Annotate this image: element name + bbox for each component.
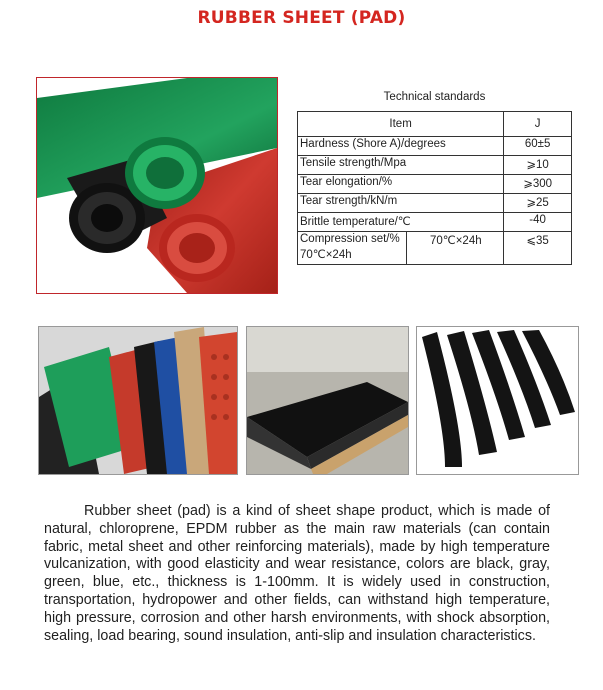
black-slab-photo xyxy=(246,326,409,475)
compression-label: Compression set/% xyxy=(300,233,400,245)
tech-standards-table xyxy=(297,111,572,265)
row-value: 60±5 xyxy=(504,137,572,156)
compression-divider xyxy=(406,231,407,265)
description-text: Rubber sheet (pad) is a kind of sheet shape product, which is made of natural, chloroprene, EPDM rubber as the main raw materials (can contain fabric, metal sheet and other reinforcing materials), made by high temperature vulcanization, with good elasticity and wear resistance, colors are black, gray, green, blue, etc., thickness is 1-100mm. It is widely used in construction, transportation, hydropower and other fields, can withstand high temperature, high pressure, corrosion and other harsh environments, with shock absorption, sealing, load bearing, sound insulation, anti-slip and insulation characteristics. xyxy=(44,503,550,644)
table-header-row xyxy=(298,112,572,137)
row-item: Hardness (Shore A)/degrees xyxy=(298,137,504,156)
row-item: Tear elongation/% xyxy=(298,175,504,194)
compression-condition-2: 70℃×24h xyxy=(300,249,352,261)
table-row xyxy=(298,175,572,194)
row-value: -40 xyxy=(504,213,572,232)
table-row xyxy=(298,156,572,175)
row-value: ⩾10 xyxy=(504,156,572,175)
header-value: J xyxy=(504,112,572,137)
compression-cell xyxy=(298,232,504,265)
description-paragraph xyxy=(44,503,550,645)
table-row-compression xyxy=(298,232,572,265)
table-row xyxy=(298,213,572,232)
compression-value: ⩽35 xyxy=(504,232,572,265)
colored-sheets-photo xyxy=(38,326,238,475)
row-item: Tensile strength/Mpa xyxy=(298,156,504,175)
rubber-rolls-photo xyxy=(36,77,278,294)
rubber-strips-photo xyxy=(416,326,579,475)
page-title: RUBBER SHEET (PAD) xyxy=(197,8,406,28)
row-item: Brittle temperature/℃ xyxy=(298,213,504,232)
compression-condition: 70℃×24h xyxy=(430,235,482,247)
header-item: Item xyxy=(298,112,504,137)
row-item: Tear strength/kN/m xyxy=(298,194,504,213)
tech-standards-caption: Technical standards xyxy=(383,91,486,103)
row-value: ⩾300 xyxy=(504,175,572,194)
table-row xyxy=(298,194,572,213)
table-row xyxy=(298,137,572,156)
row-value: ⩾25 xyxy=(504,194,572,213)
